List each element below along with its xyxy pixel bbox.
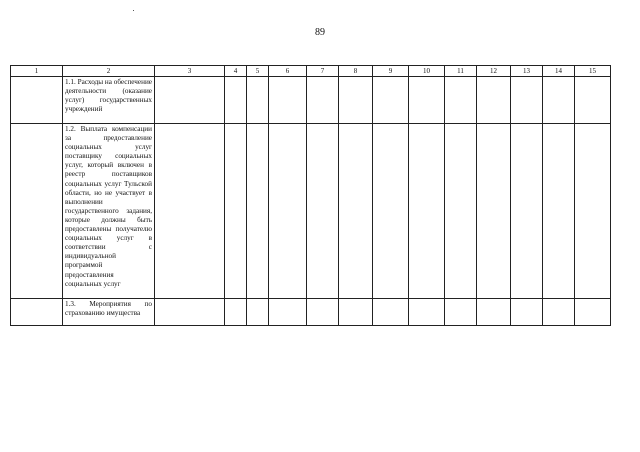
table-cell	[409, 124, 445, 299]
column-header: 8	[339, 66, 373, 77]
table-cell	[445, 77, 477, 124]
table-cell	[373, 124, 409, 299]
table-cell	[511, 124, 543, 299]
table-cell	[575, 299, 611, 326]
table-cell	[307, 77, 339, 124]
column-header: 7	[307, 66, 339, 77]
table-cell	[373, 77, 409, 124]
row-description-cell	[63, 124, 155, 299]
table-cell	[511, 77, 543, 124]
table-row	[11, 299, 611, 326]
table-cell	[155, 124, 225, 299]
table-cell	[225, 299, 247, 326]
page-number: 89	[315, 27, 325, 38]
table-cell	[445, 124, 477, 299]
column-header: 1	[11, 66, 63, 77]
column-header: 15	[575, 66, 611, 77]
table-cell	[269, 299, 307, 326]
column-header: 6	[269, 66, 307, 77]
table-cell	[225, 124, 247, 299]
table-cell	[307, 299, 339, 326]
data-table	[10, 65, 611, 326]
table-cell	[155, 77, 225, 124]
table-cell	[543, 124, 575, 299]
table-cell	[247, 124, 269, 299]
column-header: 2	[63, 66, 155, 77]
scan-speck	[133, 10, 134, 11]
table-cell	[445, 299, 477, 326]
table-cell	[511, 299, 543, 326]
row-description: 1.1. Расходы на обеспечение деятельности (оказание услуг) государственных учреждений	[65, 78, 152, 114]
table-cell	[575, 77, 611, 124]
table-cell	[225, 77, 247, 124]
column-header: 12	[477, 66, 511, 77]
table-cell	[11, 299, 63, 326]
table-cell	[409, 299, 445, 326]
column-header: 3	[155, 66, 225, 77]
table-cell	[339, 77, 373, 124]
table-row	[11, 124, 611, 299]
table-cell	[543, 299, 575, 326]
column-header: 10	[409, 66, 445, 77]
table-cell	[307, 124, 339, 299]
table-cell	[373, 299, 409, 326]
table-cell	[477, 77, 511, 124]
column-header: 11	[445, 66, 477, 77]
table-cell	[575, 124, 611, 299]
column-header: 13	[511, 66, 543, 77]
table-row	[11, 77, 611, 124]
table-cell	[11, 124, 63, 299]
table-cell	[477, 299, 511, 326]
column-header: 14	[543, 66, 575, 77]
column-header: 9	[373, 66, 409, 77]
row-description: 1.3. Мероприятия по страхованию имущества	[65, 300, 152, 318]
table-cell	[269, 77, 307, 124]
table-cell	[11, 77, 63, 124]
table-header-row	[11, 66, 611, 77]
table-cell	[247, 77, 269, 124]
row-description: 1.2. Выплата компенсации за предоставление социальных услуг поставщику социальных услуг, который включен в реестр поставщиков социальных услуг Тульской области, но не участвует в выполнении государственного задания, которые должны быть предоставлены получателю социальных услуг в соответствии с индивидуальной программой предоставления социальных услуг	[65, 125, 152, 288]
column-header: 5	[247, 66, 269, 77]
column-header: 4	[225, 66, 247, 77]
table-cell	[269, 124, 307, 299]
table-cell	[409, 77, 445, 124]
table-cell	[543, 77, 575, 124]
row-description-cell	[63, 299, 155, 326]
table-cell	[339, 299, 373, 326]
table-cell	[155, 299, 225, 326]
row-description-cell	[63, 77, 155, 124]
table-cell	[477, 124, 511, 299]
table-cell	[247, 299, 269, 326]
table-cell	[339, 124, 373, 299]
